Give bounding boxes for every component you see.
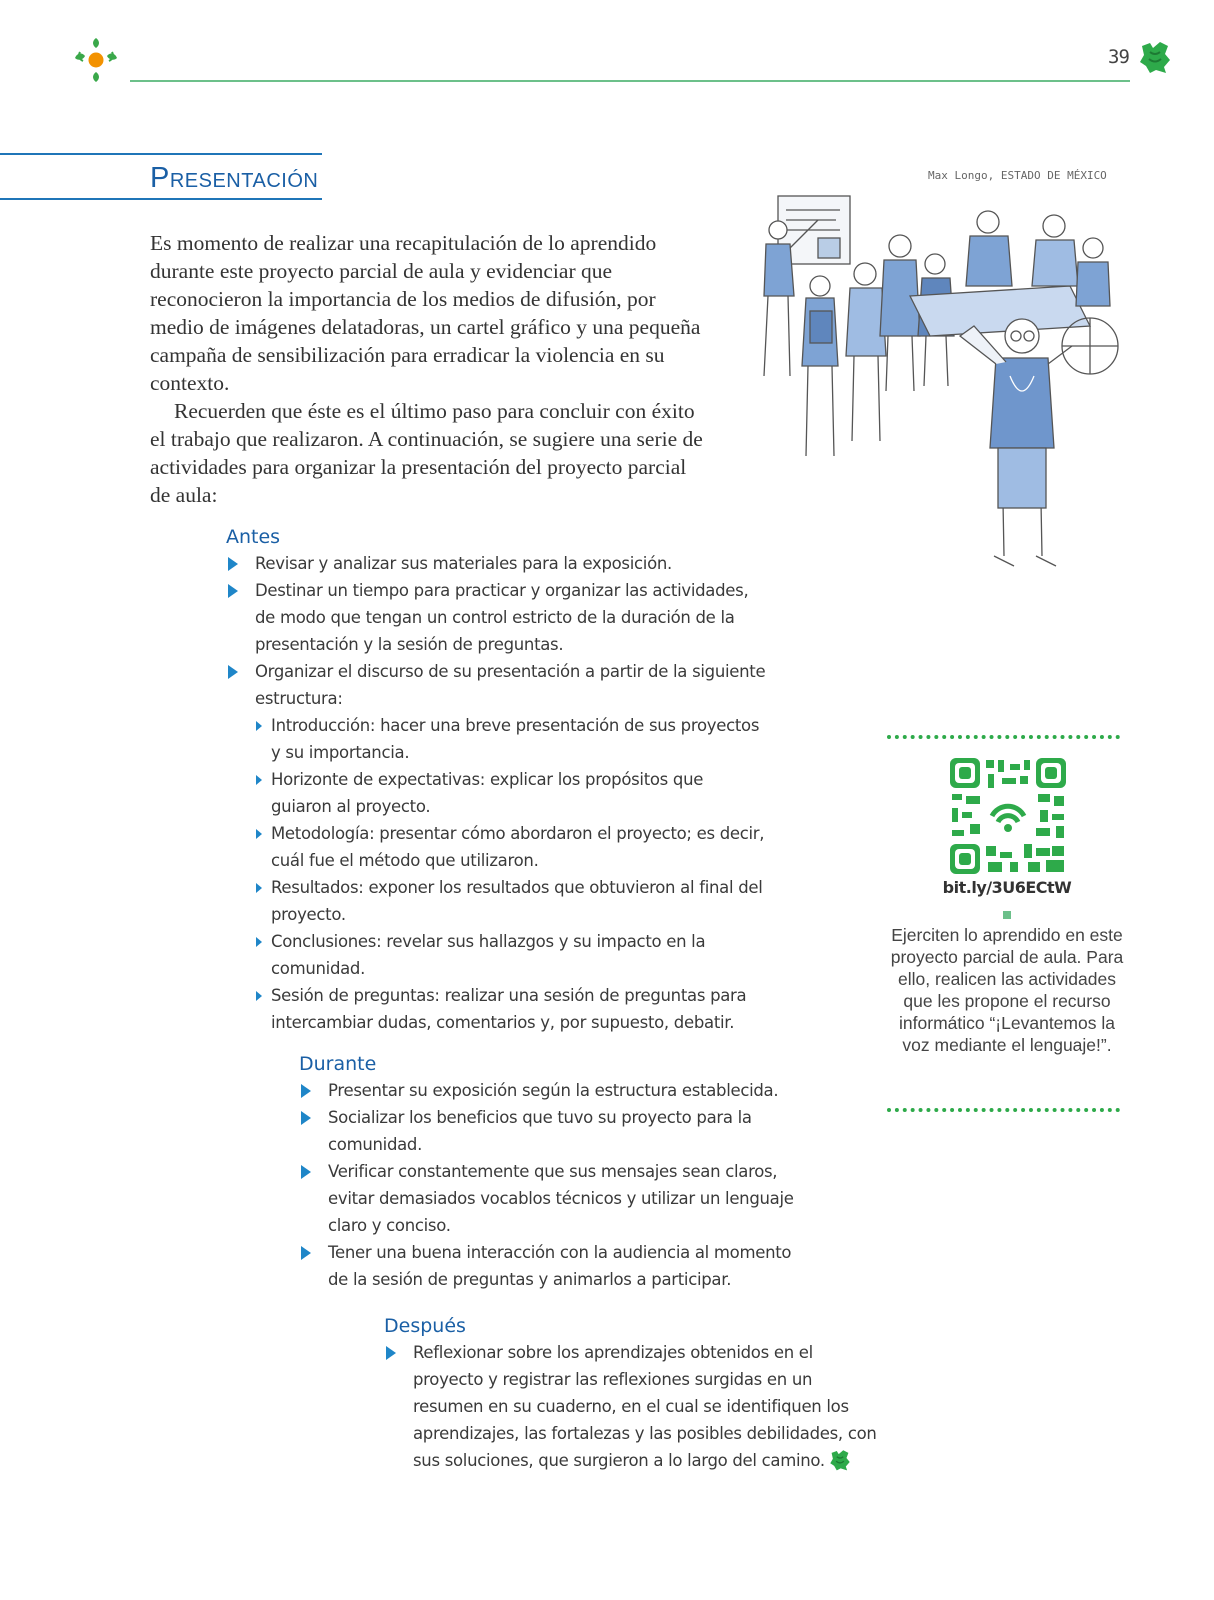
page-number: 39	[1108, 46, 1129, 68]
list-item	[226, 577, 766, 658]
despues-heading: Después	[384, 1315, 466, 1337]
intro-paragraph-1: Es momento de realizar una recapitulación de lo aprendido durante este proyecto parcial de aula y evidenciar que reconocieron la importancia de los medios de difusión, por medio de imágenes delatadoras, un cartel gráfico y una pequeña campaña de sensibilización para erradicar la violencia en su contexto.	[150, 231, 701, 395]
students-presentation-illustration	[760, 186, 1140, 596]
list-item-text: Tener una buena interacción con la audiencia al momento de la sesión de preguntas y animarlos a participar.	[328, 1243, 792, 1289]
list-item	[299, 1104, 799, 1158]
triangle-bullet-icon	[301, 1084, 311, 1098]
triangle-bullet-icon	[256, 937, 262, 947]
triangle-bullet-icon	[301, 1165, 311, 1179]
list-item	[299, 1239, 799, 1293]
triangle-bullet-icon	[228, 584, 238, 598]
qr-code-icon[interactable]	[948, 756, 1068, 876]
antes-sublist	[226, 712, 766, 1036]
sublist-item-text: Sesión de preguntas: realizar una sesión de preguntas para intercambiar dudas, comentarios y, por supuesto, debatir.	[271, 986, 747, 1032]
sublist-item-text: Horizonte de expectativas: explicar los propósitos que guiaron al proyecto.	[271, 770, 704, 816]
intro-text	[150, 229, 710, 509]
intro-paragraph-2: Recuerden que éste es el último paso para concluir con éxito el trabajo que realizaron. A continuación, se sugiere una serie de actividades para organizar la presentación del proyecto parcial de aula:	[150, 399, 703, 507]
triangle-bullet-icon	[256, 721, 262, 731]
sublist-item	[226, 820, 766, 874]
illustration-credit: Max Longo, ESTADO DE MÉXICO	[928, 169, 1107, 182]
list-item	[384, 1339, 884, 1474]
list-item	[226, 658, 766, 712]
green-stamp-icon	[1138, 40, 1172, 74]
resource-description: Ejerciten lo aprendido en este proyecto parcial de aula. Para ello, realicen las actividades que les propone el recurso informático “¡Levantemos la voz mediante el lenguaje!”.	[890, 925, 1124, 1055]
triangle-bullet-icon	[228, 665, 238, 679]
antes-section	[226, 524, 766, 1036]
list-item-text: Reflexionar sobre los aprendizajes obtenidos en el proyecto y registrar las reflexiones surgidas en un resumen en su cuaderno, en el cual se identifiquen los aprendizajes, las fortalezas y las posibles debilidades, con sus soluciones, que surgieron a lo largo del camino.	[413, 1343, 877, 1470]
sublist-item-text: Metodología: presentar cómo abordaron el proyecto; es decir, cuál fue el método que utilizaron.	[271, 824, 765, 870]
sublist-item	[226, 874, 766, 928]
list-item-text: Revisar y analizar sus materiales para la exposición.	[255, 554, 672, 573]
durante-section	[299, 1051, 799, 1293]
title-rule-top	[0, 153, 322, 155]
list-item-text: Verificar constantemente que sus mensajes sean claros, evitar demasiados vocablos técnicos y utilizar un lenguaje claro y conciso.	[328, 1162, 794, 1235]
antes-list	[226, 550, 766, 712]
resource-divider-top	[887, 735, 1120, 739]
sublist-item	[226, 928, 766, 982]
list-item	[299, 1077, 799, 1104]
list-item	[226, 550, 766, 577]
triangle-bullet-icon	[301, 1246, 311, 1260]
list-item-text: Organizar el discurso de su presentación a partir de la siguiente estructura:	[255, 662, 766, 708]
list-item-text: Destinar un tiempo para practicar y organizar las actividades, de modo que tengan un control estricto de la duración de la presentación y la sesión de preguntas.	[255, 581, 749, 654]
triangle-bullet-icon	[256, 775, 262, 785]
despues-list	[384, 1339, 884, 1474]
separator-square	[1003, 911, 1011, 919]
header-rule	[130, 80, 1130, 82]
triangle-bullet-icon	[386, 1346, 396, 1360]
durante-list	[299, 1077, 799, 1293]
sublist-item	[226, 982, 766, 1036]
despues-section	[384, 1313, 884, 1474]
resource-divider-bottom	[887, 1108, 1120, 1112]
sun-sprouts-logo-icon	[72, 34, 126, 84]
green-stamp-icon	[829, 1449, 851, 1471]
sublist-item-text: Resultados: exponer los resultados que obtuvieron al final del proyecto.	[271, 878, 763, 924]
triangle-bullet-icon	[301, 1111, 311, 1125]
resource-url[interactable]: bit.ly/3U6ECtW	[942, 878, 1072, 897]
sublist-item	[226, 766, 766, 820]
triangle-bullet-icon	[256, 883, 262, 893]
title-rule-bottom	[0, 198, 322, 200]
sublist-item-text: Conclusiones: revelar sus hallazgos y su impacto en la comunidad.	[271, 932, 706, 978]
triangle-bullet-icon	[228, 557, 238, 571]
list-item	[299, 1158, 799, 1239]
sublist-item-text: Introducción: hacer una breve presentación de sus proyectos y su importancia.	[271, 716, 760, 762]
antes-heading: Antes	[226, 526, 281, 548]
list-item-text: Socializar los beneficios que tuvo su proyecto para la comunidad.	[328, 1108, 752, 1154]
triangle-bullet-icon	[256, 829, 262, 839]
list-item-text: Presentar su exposición según la estructura establecida.	[328, 1081, 779, 1100]
durante-heading: Durante	[299, 1053, 377, 1075]
triangle-bullet-icon	[256, 991, 262, 1001]
sublist-item	[226, 712, 766, 766]
page-title: Presentación	[150, 162, 319, 194]
